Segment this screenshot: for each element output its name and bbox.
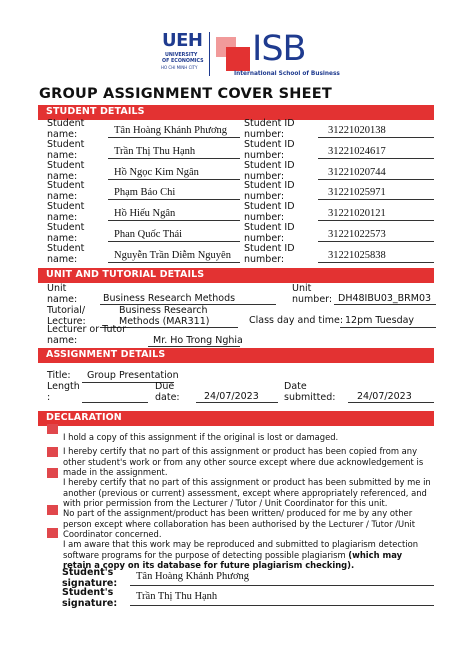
student-id-value: 31221024617	[328, 145, 386, 157]
student-name-label: Student name:	[47, 201, 85, 224]
student-details-header	[38, 105, 434, 120]
student-name-value: Hồ Ngọc Kim Ngân	[114, 166, 199, 178]
unit-number-value: DH48IBU03_BRM03	[338, 293, 432, 304]
student-id-label: Student ID number:	[244, 138, 295, 161]
signature-label-2: Student's signature:	[62, 587, 118, 609]
isb-logo-sub: International School of Business	[234, 71, 340, 77]
student-name-line	[108, 179, 240, 180]
unit-name-value: Business Research Methods	[103, 293, 236, 304]
assignment-title-value: Group Presentation	[87, 370, 179, 381]
declaration-text-5-plain: I am aware that this work may be reproduced and submitted to plagiarism detection software programs for the purpose of detecting possible plagiarism	[63, 539, 419, 560]
lecturer-value: Mr. Ho Trong Nghia	[153, 335, 243, 346]
student-name-label: Student name:	[47, 180, 85, 203]
student-name-label: Student name:	[47, 138, 85, 161]
student-name-label: Student name:	[47, 242, 85, 265]
student-name-line	[108, 137, 240, 138]
unit-name-label: Unit name:	[47, 283, 78, 305]
declaration-checkbox-5[interactable]	[47, 528, 58, 538]
unit-number-label: Unit number:	[292, 283, 333, 305]
student-id-line	[318, 199, 434, 200]
page-title: GROUP ASSIGNMENT COVER SHEET	[39, 86, 332, 102]
declaration-checkbox-3[interactable]	[47, 468, 58, 478]
student-name-value: Tân Hoàng Khánh Phương	[114, 125, 228, 136]
ueh-logo-sub-3: HO CHI MINH CITY	[161, 65, 198, 70]
declaration-header	[38, 411, 434, 426]
student-name-line	[108, 241, 240, 242]
isb-logo	[214, 29, 340, 78]
student-name-value: Trần Thị Thu Hạnh	[114, 145, 196, 157]
class-line	[340, 327, 436, 328]
ueh-logo-sub-2: OF ECONOMICS	[162, 59, 204, 64]
signature-label-1: Student's signature:	[62, 567, 118, 589]
student-id-value: 31221020744	[328, 166, 386, 178]
student-id-label: Student ID number:	[244, 118, 295, 140]
student-name-line	[108, 262, 240, 263]
assignment-details-title: ASSIGNMENT DETAILS	[46, 349, 166, 360]
student-id-label: Student ID number:	[244, 201, 295, 224]
student-id-value: 31221020121	[328, 208, 386, 220]
signature-value-1: Tân Hoàng Khánh Phương	[136, 571, 250, 582]
assignment-details-header	[38, 348, 434, 363]
student-id-line	[318, 241, 434, 242]
submitted-date-value: 24/07/2023	[357, 391, 412, 402]
student-id-label: Student ID number:	[244, 222, 295, 244]
declaration-checkbox-1[interactable]	[47, 424, 58, 434]
student-id-value: 31221022573	[328, 229, 386, 240]
student-name-label: Student name:	[47, 118, 85, 140]
length-label: Length :	[47, 381, 80, 403]
signature-value-2: Trần Thị Thu Hạnh	[136, 591, 218, 602]
submitted-date-line	[348, 402, 434, 403]
length-line	[82, 402, 148, 403]
declaration-text-1: I hold a copy of this assignment if the original is lost or damaged.	[63, 432, 339, 442]
student-id-value: 31221025971	[328, 187, 386, 199]
class-value: 12pm Tuesday	[345, 315, 415, 326]
student-id-line	[318, 220, 434, 221]
lecturer-label: Lecturer or Tutor name:	[47, 324, 126, 346]
lecturer-line	[148, 346, 240, 347]
submitted-date-label: Date submitted:	[284, 381, 336, 403]
student-name-value: Hồ Hiếu Ngân	[114, 208, 176, 220]
student-id-label: Student ID number:	[244, 180, 295, 203]
unit-details-title: UNIT AND TUTORIAL DETAILS	[46, 269, 205, 280]
isb-logo-mark	[216, 37, 250, 71]
ueh-logo-sub-1: UNIVERSITY	[165, 53, 198, 58]
student-id-label: Student ID number:	[244, 159, 295, 182]
declaration-text-2: I hereby certify that no part of this assignment or product has been copied from any other student's work or from any other source except where due acknowledgement is made in the assignment.	[63, 446, 424, 478]
student-name-line	[108, 199, 240, 200]
student-name-value: Phạm Bảo Chi	[114, 187, 176, 199]
declaration-checkbox-2[interactable]	[47, 447, 58, 457]
logo-divider	[209, 32, 210, 76]
declaration-text-5	[63, 539, 433, 571]
class-label: Class day and time:	[249, 315, 344, 326]
isb-logo-text: ISB	[252, 29, 306, 69]
student-id-line	[318, 179, 434, 180]
student-name-value: Nguyễn Trần Diễm Nguyên	[114, 249, 231, 261]
student-id-value: 31221025838	[328, 249, 386, 261]
assignment-title-label: Title:	[47, 370, 71, 381]
declaration-text-4: No part of the assignment/product has been written/ produced for me by any other person except where collaboration has been authorised by the Lecturer / Tutor /Unit Coordinator concerned.	[63, 508, 416, 540]
ueh-logo	[158, 30, 208, 78]
ueh-logo-text: UEH	[162, 30, 203, 51]
student-id-line	[318, 137, 434, 138]
declaration-text-3: I hereby certify that no part of this assignment or product has been submitted by me in another (previous or current) assessment, except where appropriately referenced, and with prior permission from the Lecturer / Tutor / Unit Coordinator for this unit.	[63, 477, 431, 509]
student-name-label: Student name:	[47, 159, 85, 182]
student-id-label: Student ID number:	[244, 242, 295, 265]
unit-number-line	[334, 304, 436, 305]
student-details-title: STUDENT DETAILS	[46, 106, 145, 117]
tutorial-label: Tutorial/ Lecture:	[47, 305, 86, 327]
declaration-title: DECLARATION	[46, 412, 122, 423]
due-date-value: 24/07/2023	[204, 391, 259, 402]
unit-details-header	[38, 268, 434, 283]
student-name-value: Phan Quốc Thái	[114, 229, 183, 240]
student-name-line	[108, 158, 240, 159]
signature-line-1	[130, 585, 434, 586]
due-date-label: Due date:	[155, 381, 180, 403]
student-id-line	[318, 262, 434, 263]
declaration-text-5-bold: (which may retain a copy on its database for future plagiarism checking).	[63, 549, 403, 571]
signature-line-2	[130, 605, 434, 606]
student-id-value: 31221020138	[328, 125, 386, 136]
student-name-label: Student name:	[47, 222, 85, 244]
tutorial-value: Business Research Methods (MAR311)	[119, 305, 210, 327]
student-id-line	[318, 158, 434, 159]
student-name-line	[108, 220, 240, 221]
declaration-checkbox-4[interactable]	[47, 505, 58, 515]
due-date-line	[196, 402, 278, 403]
